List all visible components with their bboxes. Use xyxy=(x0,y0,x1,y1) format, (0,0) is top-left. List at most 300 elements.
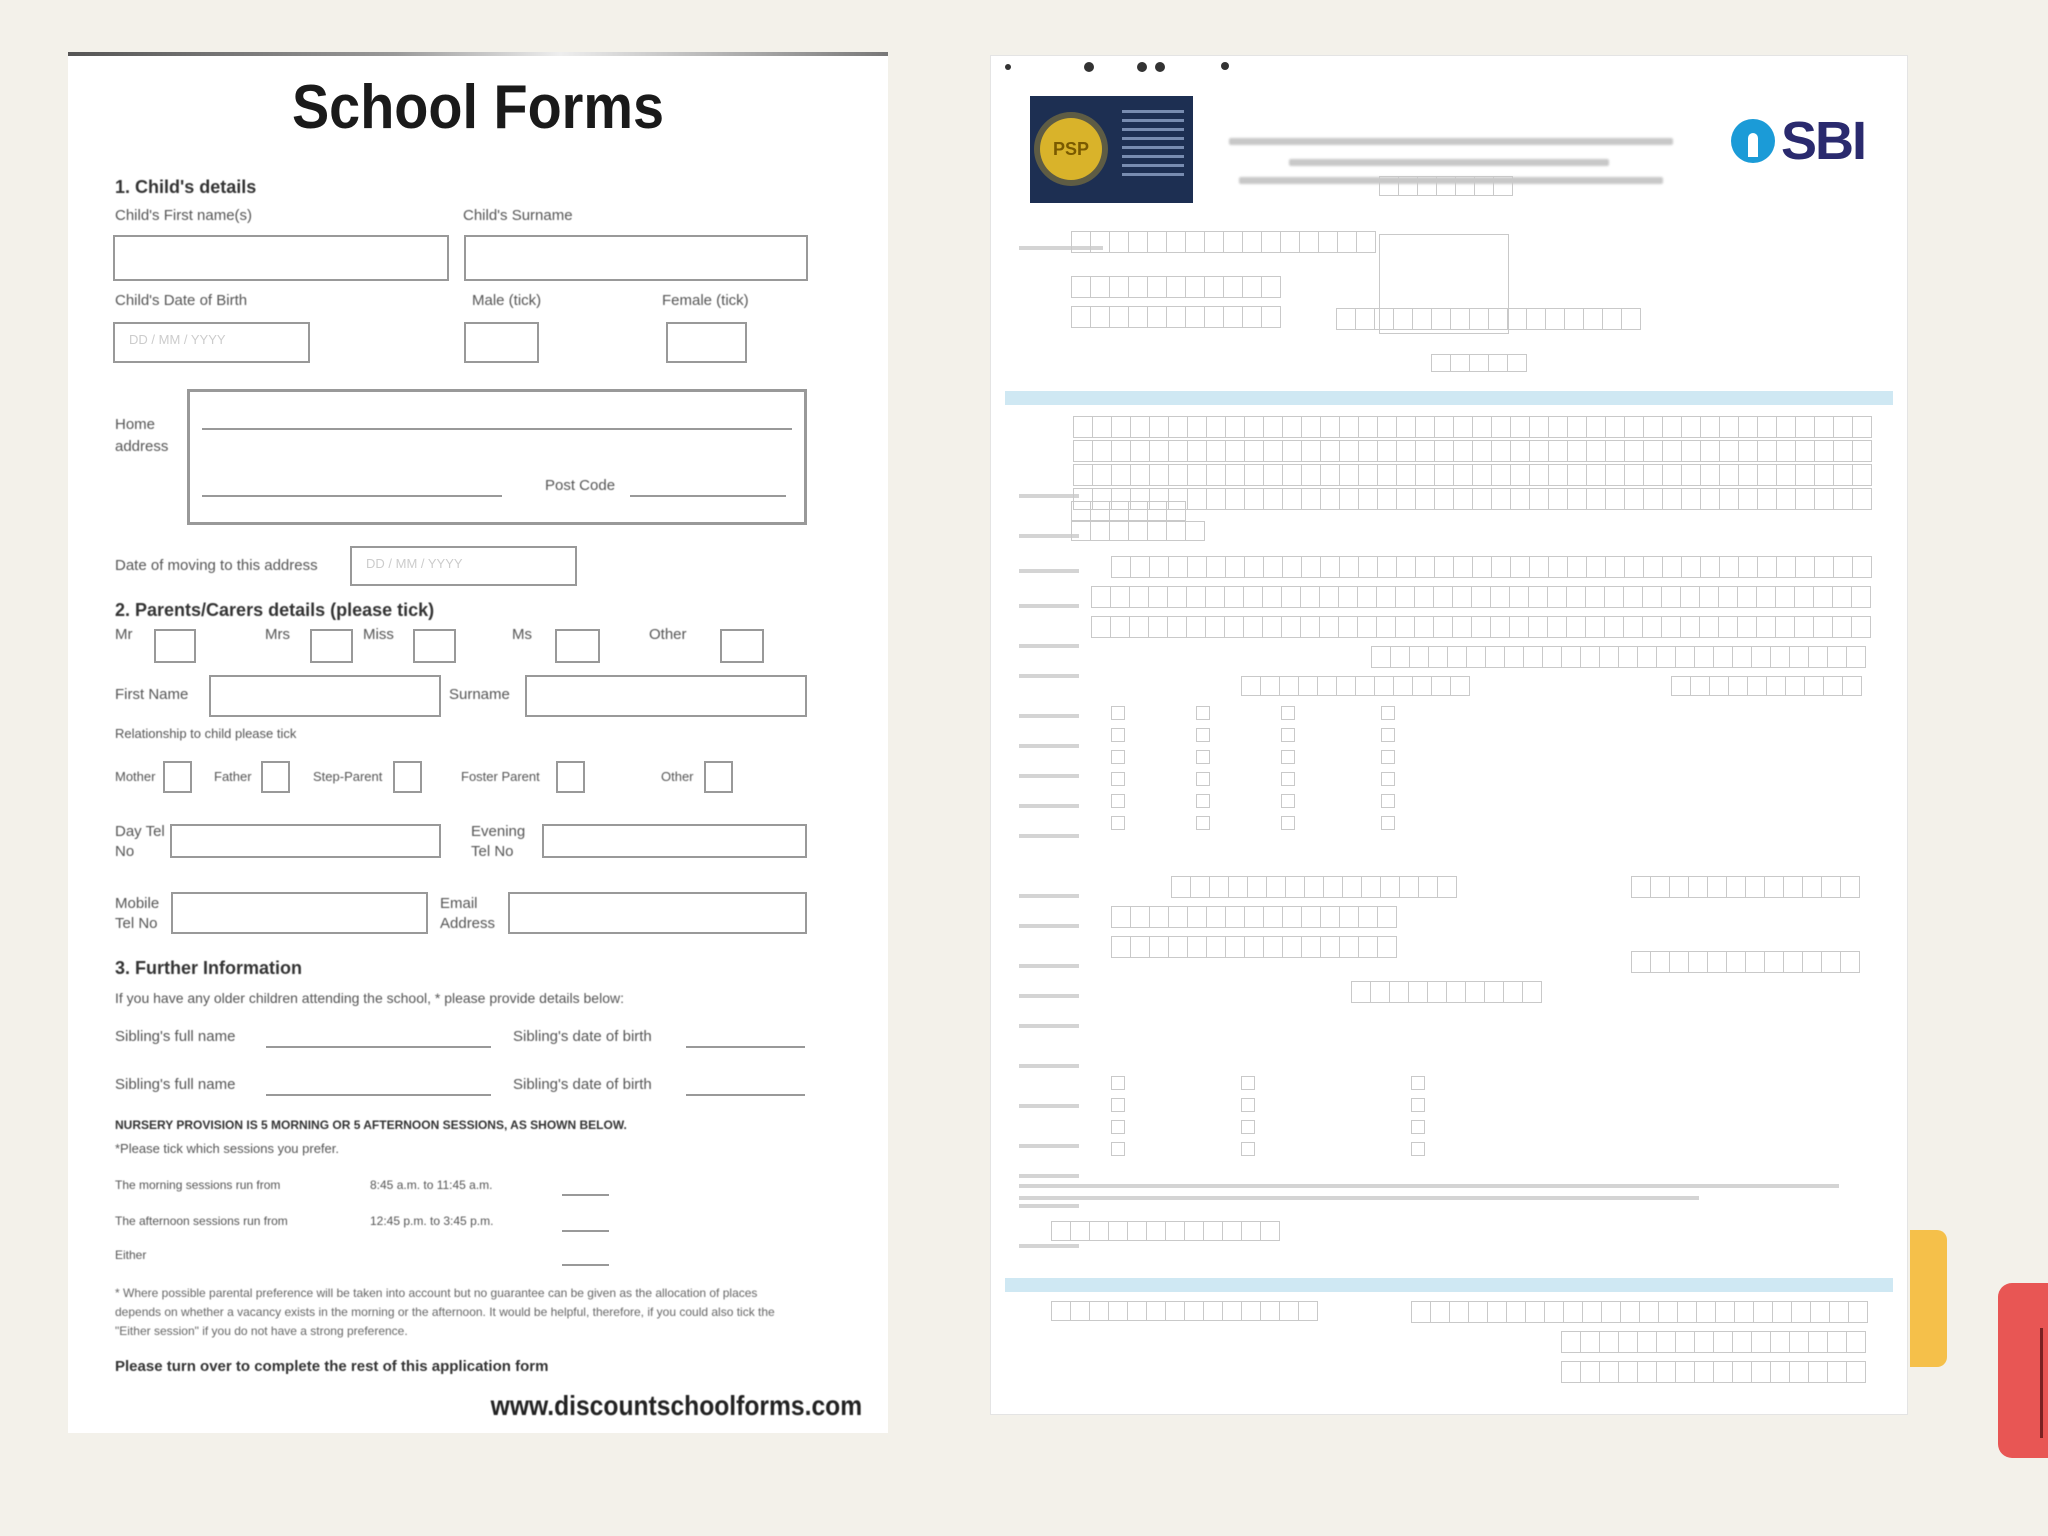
char-box[interactable] xyxy=(1833,440,1853,462)
char-box[interactable] xyxy=(1745,951,1765,973)
char-box[interactable] xyxy=(1319,616,1339,638)
char-box[interactable] xyxy=(1719,464,1739,486)
char-box[interactable] xyxy=(1320,488,1340,510)
char-box[interactable] xyxy=(1244,440,1264,462)
char-box[interactable] xyxy=(1547,586,1567,608)
char-box[interactable] xyxy=(1783,876,1803,898)
char-box[interactable] xyxy=(1374,308,1394,330)
char-box[interactable] xyxy=(1700,416,1720,438)
char-box[interactable] xyxy=(1186,586,1206,608)
char-box[interactable] xyxy=(1643,464,1663,486)
char-box[interactable] xyxy=(1241,676,1261,696)
char-box[interactable] xyxy=(1148,586,1168,608)
char-box[interactable] xyxy=(1358,488,1378,510)
char-box[interactable] xyxy=(1713,1361,1733,1383)
female-checkbox[interactable] xyxy=(666,322,747,363)
char-box[interactable] xyxy=(1656,1361,1676,1383)
char-box[interactable] xyxy=(1734,1301,1754,1323)
char-box[interactable] xyxy=(1301,464,1321,486)
title-mr-checkbox[interactable] xyxy=(154,629,196,663)
char-box[interactable] xyxy=(1675,1361,1695,1383)
char-box[interactable] xyxy=(1488,308,1508,330)
char-box[interactable] xyxy=(1620,1301,1640,1323)
checkbox[interactable] xyxy=(1196,728,1210,742)
char-box[interactable] xyxy=(1450,354,1470,372)
char-box[interactable] xyxy=(1266,876,1286,898)
char-box[interactable] xyxy=(1827,1361,1847,1383)
char-box[interactable] xyxy=(1415,440,1435,462)
char-box[interactable] xyxy=(1228,876,1248,898)
char-box[interactable] xyxy=(1111,464,1131,486)
char-box[interactable] xyxy=(1260,1301,1280,1321)
char-box[interactable] xyxy=(1279,1301,1299,1321)
char-box[interactable] xyxy=(1718,616,1738,638)
morning-session-tick[interactable] xyxy=(562,1194,609,1196)
checkbox[interactable] xyxy=(1411,1076,1425,1090)
char-box[interactable] xyxy=(1261,306,1281,328)
char-box[interactable] xyxy=(1146,1221,1166,1241)
char-box[interactable] xyxy=(1298,676,1318,696)
char-box[interactable] xyxy=(1225,936,1245,958)
char-box[interactable] xyxy=(1417,176,1437,196)
char-box[interactable] xyxy=(1675,646,1695,668)
char-box[interactable] xyxy=(1851,616,1871,638)
char-box[interactable] xyxy=(1707,951,1727,973)
char-box[interactable] xyxy=(1244,556,1264,578)
char-box[interactable] xyxy=(1604,586,1624,608)
char-box[interactable] xyxy=(1185,276,1205,298)
char-box[interactable] xyxy=(1580,1361,1600,1383)
checkbox[interactable] xyxy=(1111,772,1125,786)
char-box[interactable] xyxy=(1484,981,1504,1003)
char-box[interactable] xyxy=(1187,464,1207,486)
char-box[interactable] xyxy=(1299,231,1319,253)
char-box[interactable] xyxy=(1840,951,1860,973)
char-box[interactable] xyxy=(1808,1331,1828,1353)
char-box[interactable] xyxy=(1282,416,1302,438)
char-box[interactable] xyxy=(1146,1301,1166,1321)
char-box[interactable] xyxy=(1244,936,1264,958)
char-box[interactable] xyxy=(1339,936,1359,958)
char-box[interactable] xyxy=(1320,906,1340,928)
char-box[interactable] xyxy=(1447,646,1467,668)
char-box[interactable] xyxy=(1166,276,1186,298)
checkbox[interactable] xyxy=(1281,750,1295,764)
sibling-dob-line[interactable] xyxy=(686,1046,805,1048)
char-box[interactable] xyxy=(1567,488,1587,510)
char-box[interactable] xyxy=(1795,556,1815,578)
char-box[interactable] xyxy=(1092,416,1112,438)
checkbox[interactable] xyxy=(1111,1120,1125,1134)
char-box[interactable] xyxy=(1399,876,1419,898)
char-box[interactable] xyxy=(1130,440,1150,462)
title-other-checkbox[interactable] xyxy=(720,629,764,663)
char-box[interactable] xyxy=(1379,176,1399,196)
char-box[interactable] xyxy=(1776,556,1796,578)
char-box[interactable] xyxy=(1396,416,1416,438)
char-box[interactable] xyxy=(1472,556,1492,578)
char-box[interactable] xyxy=(1428,646,1448,668)
rel-other-checkbox[interactable] xyxy=(704,761,733,793)
char-box[interactable] xyxy=(1715,1301,1735,1323)
char-box[interactable] xyxy=(1488,354,1508,372)
char-box[interactable] xyxy=(1808,646,1828,668)
char-box[interactable] xyxy=(1414,616,1434,638)
char-box[interactable] xyxy=(1491,556,1511,578)
char-box[interactable] xyxy=(1263,488,1283,510)
char-box[interactable] xyxy=(1510,416,1530,438)
char-box[interactable] xyxy=(1109,231,1129,253)
char-box[interactable] xyxy=(1637,1331,1657,1353)
char-box[interactable] xyxy=(1846,646,1866,668)
char-box[interactable] xyxy=(1433,586,1453,608)
char-box[interactable] xyxy=(1561,646,1581,668)
checkbox[interactable] xyxy=(1111,706,1125,720)
char-box[interactable] xyxy=(1224,616,1244,638)
char-box[interactable] xyxy=(1732,1361,1752,1383)
char-box[interactable] xyxy=(1128,501,1148,521)
char-box[interactable] xyxy=(1813,616,1833,638)
char-box[interactable] xyxy=(1688,951,1708,973)
char-box[interactable] xyxy=(1051,1301,1071,1321)
char-box[interactable] xyxy=(1474,176,1494,196)
mobile-tel-field[interactable] xyxy=(171,892,428,934)
char-box[interactable] xyxy=(1776,464,1796,486)
char-box[interactable] xyxy=(1852,464,1872,486)
char-box[interactable] xyxy=(1751,646,1771,668)
char-box[interactable] xyxy=(1681,416,1701,438)
char-box[interactable] xyxy=(1662,464,1682,486)
char-box[interactable] xyxy=(1829,1301,1849,1323)
char-box[interactable] xyxy=(1206,936,1226,958)
char-box[interactable] xyxy=(1147,231,1167,253)
char-box[interactable] xyxy=(1453,464,1473,486)
char-box[interactable] xyxy=(1090,521,1110,541)
char-box[interactable] xyxy=(1507,354,1527,372)
char-box[interactable] xyxy=(1776,416,1796,438)
char-box[interactable] xyxy=(1681,556,1701,578)
char-box[interactable] xyxy=(1453,488,1473,510)
char-box[interactable] xyxy=(1542,646,1562,668)
char-box[interactable] xyxy=(1110,616,1130,638)
char-box[interactable] xyxy=(1396,488,1416,510)
home-address-field[interactable] xyxy=(187,389,807,525)
char-box[interactable] xyxy=(1852,556,1872,578)
char-box[interactable] xyxy=(1205,586,1225,608)
checkbox[interactable] xyxy=(1241,1076,1255,1090)
char-box[interactable] xyxy=(1491,464,1511,486)
char-box[interactable] xyxy=(1624,556,1644,578)
char-box[interactable] xyxy=(1827,1331,1847,1353)
char-box[interactable] xyxy=(1493,176,1513,196)
char-box[interactable] xyxy=(1789,1331,1809,1353)
char-box[interactable] xyxy=(1282,464,1302,486)
char-box[interactable] xyxy=(1564,308,1584,330)
char-box[interactable] xyxy=(1821,951,1841,973)
char-box[interactable] xyxy=(1168,416,1188,438)
char-box[interactable] xyxy=(1357,586,1377,608)
either-session-tick[interactable] xyxy=(562,1264,609,1266)
char-box[interactable] xyxy=(1490,616,1510,638)
char-box[interactable] xyxy=(1604,616,1624,638)
char-box[interactable] xyxy=(1605,464,1625,486)
checkbox[interactable] xyxy=(1411,1098,1425,1112)
char-box[interactable] xyxy=(1186,616,1206,638)
char-box[interactable] xyxy=(1185,521,1205,541)
char-box[interactable] xyxy=(1090,306,1110,328)
char-box[interactable] xyxy=(1408,981,1428,1003)
char-box[interactable] xyxy=(1317,676,1337,696)
afternoon-session-tick[interactable] xyxy=(562,1230,609,1232)
char-box[interactable] xyxy=(1377,556,1397,578)
char-box[interactable] xyxy=(1339,464,1359,486)
rel-step-parent-checkbox[interactable] xyxy=(393,761,422,793)
char-box[interactable] xyxy=(1110,586,1130,608)
char-box[interactable] xyxy=(1709,676,1729,696)
checkbox[interactable] xyxy=(1111,816,1125,830)
char-box[interactable] xyxy=(1510,464,1530,486)
char-box[interactable] xyxy=(1149,416,1169,438)
char-box[interactable] xyxy=(1070,1221,1090,1241)
char-box[interactable] xyxy=(1393,308,1413,330)
char-box[interactable] xyxy=(1814,556,1834,578)
char-box[interactable] xyxy=(1389,981,1409,1003)
char-box[interactable] xyxy=(1301,556,1321,578)
char-box[interactable] xyxy=(1377,488,1397,510)
char-box[interactable] xyxy=(1130,416,1150,438)
char-box[interactable] xyxy=(1452,586,1472,608)
char-box[interactable] xyxy=(1434,556,1454,578)
char-box[interactable] xyxy=(1851,586,1871,608)
char-box[interactable] xyxy=(1304,876,1324,898)
char-box[interactable] xyxy=(1772,1301,1792,1323)
char-box[interactable] xyxy=(1528,616,1548,638)
char-box[interactable] xyxy=(1472,440,1492,462)
char-box[interactable] xyxy=(1548,440,1568,462)
char-box[interactable] xyxy=(1732,646,1752,668)
title-ms-checkbox[interactable] xyxy=(555,629,600,663)
char-box[interactable] xyxy=(1753,1301,1773,1323)
day-tel-field[interactable] xyxy=(170,824,441,858)
char-box[interactable] xyxy=(1395,616,1415,638)
char-box[interactable] xyxy=(1661,616,1681,638)
char-box[interactable] xyxy=(1585,586,1605,608)
char-box[interactable] xyxy=(1356,231,1376,253)
char-box[interactable] xyxy=(1168,556,1188,578)
char-box[interactable] xyxy=(1242,306,1262,328)
char-box[interactable] xyxy=(1415,556,1435,578)
char-box[interactable] xyxy=(1109,521,1129,541)
char-box[interactable] xyxy=(1262,586,1282,608)
checkbox[interactable] xyxy=(1411,1120,1425,1134)
char-box[interactable] xyxy=(1109,276,1129,298)
char-box[interactable] xyxy=(1523,646,1543,668)
char-box[interactable] xyxy=(1091,586,1111,608)
checkbox[interactable] xyxy=(1196,816,1210,830)
char-box[interactable] xyxy=(1206,906,1226,928)
char-box[interactable] xyxy=(1726,876,1746,898)
char-box[interactable] xyxy=(1586,464,1606,486)
char-box[interactable] xyxy=(1111,556,1131,578)
char-box[interactable] xyxy=(1149,440,1169,462)
checkbox[interactable] xyxy=(1381,794,1395,808)
char-box[interactable] xyxy=(1631,951,1651,973)
char-box[interactable] xyxy=(1504,646,1524,668)
char-box[interactable] xyxy=(1187,906,1207,928)
char-box[interactable] xyxy=(1377,906,1397,928)
char-box[interactable] xyxy=(1658,1301,1678,1323)
char-box[interactable] xyxy=(1301,906,1321,928)
char-box[interactable] xyxy=(1128,276,1148,298)
char-box[interactable] xyxy=(1662,416,1682,438)
postcode-line[interactable] xyxy=(630,495,786,497)
char-box[interactable] xyxy=(1263,936,1283,958)
char-box[interactable] xyxy=(1529,440,1549,462)
char-box[interactable] xyxy=(1582,1301,1602,1323)
char-box[interactable] xyxy=(1775,616,1795,638)
char-box[interactable] xyxy=(1209,876,1229,898)
char-box[interactable] xyxy=(1650,876,1670,898)
char-box[interactable] xyxy=(1206,464,1226,486)
rel-foster-parent-checkbox[interactable] xyxy=(556,761,585,793)
checkbox[interactable] xyxy=(1111,750,1125,764)
char-box[interactable] xyxy=(1751,1361,1771,1383)
char-box[interactable] xyxy=(1301,416,1321,438)
char-box[interactable] xyxy=(1203,1221,1223,1241)
char-box[interactable] xyxy=(1318,231,1338,253)
char-box[interactable] xyxy=(1223,231,1243,253)
checkbox[interactable] xyxy=(1196,772,1210,786)
char-box[interactable] xyxy=(1814,464,1834,486)
char-box[interactable] xyxy=(1351,981,1371,1003)
char-box[interactable] xyxy=(1206,556,1226,578)
char-box[interactable] xyxy=(1561,1361,1581,1383)
char-box[interactable] xyxy=(1127,1301,1147,1321)
char-box[interactable] xyxy=(1794,586,1814,608)
child-first-name-field[interactable] xyxy=(113,235,449,281)
checkbox[interactable] xyxy=(1381,750,1395,764)
evening-tel-field[interactable] xyxy=(542,824,807,858)
char-box[interactable] xyxy=(1567,556,1587,578)
char-box[interactable] xyxy=(1437,876,1457,898)
char-box[interactable] xyxy=(1795,440,1815,462)
char-box[interactable] xyxy=(1414,586,1434,608)
char-box[interactable] xyxy=(1465,981,1485,1003)
char-box[interactable] xyxy=(1111,416,1131,438)
char-box[interactable] xyxy=(1757,416,1777,438)
char-box[interactable] xyxy=(1190,876,1210,898)
char-box[interactable] xyxy=(1699,586,1719,608)
parent-first-name-field[interactable] xyxy=(209,675,441,717)
char-box[interactable] xyxy=(1377,416,1397,438)
char-box[interactable] xyxy=(1700,440,1720,462)
char-box[interactable] xyxy=(1092,464,1112,486)
char-box[interactable] xyxy=(1585,616,1605,638)
char-box[interactable] xyxy=(1380,876,1400,898)
char-box[interactable] xyxy=(1358,556,1378,578)
char-box[interactable] xyxy=(1301,440,1321,462)
char-box[interactable] xyxy=(1089,1221,1109,1241)
char-box[interactable] xyxy=(1656,646,1676,668)
char-box[interactable] xyxy=(1244,906,1264,928)
char-box[interactable] xyxy=(1242,276,1262,298)
char-box[interactable] xyxy=(1548,556,1568,578)
char-box[interactable] xyxy=(1472,488,1492,510)
char-box[interactable] xyxy=(1466,646,1486,668)
char-box[interactable] xyxy=(1561,1331,1581,1353)
char-box[interactable] xyxy=(1757,464,1777,486)
char-box[interactable] xyxy=(1680,616,1700,638)
char-box[interactable] xyxy=(1109,501,1129,521)
char-box[interactable] xyxy=(1185,231,1205,253)
char-box[interactable] xyxy=(1605,440,1625,462)
char-box[interactable] xyxy=(1224,586,1244,608)
char-box[interactable] xyxy=(1073,440,1093,462)
char-box[interactable] xyxy=(1225,464,1245,486)
char-box[interactable] xyxy=(1339,488,1359,510)
char-box[interactable] xyxy=(1690,676,1710,696)
char-box[interactable] xyxy=(1337,231,1357,253)
char-box[interactable] xyxy=(1503,981,1523,1003)
char-box[interactable] xyxy=(1127,1221,1147,1241)
char-box[interactable] xyxy=(1128,521,1148,541)
char-box[interactable] xyxy=(1168,936,1188,958)
char-box[interactable] xyxy=(1738,488,1758,510)
char-box[interactable] xyxy=(1567,416,1587,438)
char-box[interactable] xyxy=(1522,981,1542,1003)
char-box[interactable] xyxy=(1128,306,1148,328)
char-box[interactable] xyxy=(1243,586,1263,608)
char-box[interactable] xyxy=(1301,936,1321,958)
char-box[interactable] xyxy=(1848,1301,1868,1323)
char-box[interactable] xyxy=(1090,276,1110,298)
char-box[interactable] xyxy=(1599,646,1619,668)
char-box[interactable] xyxy=(1073,464,1093,486)
char-box[interactable] xyxy=(1262,616,1282,638)
char-box[interactable] xyxy=(1374,676,1394,696)
rel-mother-checkbox[interactable] xyxy=(163,761,192,793)
char-box[interactable] xyxy=(1487,1301,1507,1323)
char-box[interactable] xyxy=(1802,951,1822,973)
char-box[interactable] xyxy=(1700,556,1720,578)
checkbox[interactable] xyxy=(1411,1142,1425,1156)
char-box[interactable] xyxy=(1184,1221,1204,1241)
char-box[interactable] xyxy=(1694,646,1714,668)
char-box[interactable] xyxy=(1719,556,1739,578)
char-box[interactable] xyxy=(1795,488,1815,510)
char-box[interactable] xyxy=(1529,464,1549,486)
char-box[interactable] xyxy=(1222,1301,1242,1321)
char-box[interactable] xyxy=(1300,616,1320,638)
char-box[interactable] xyxy=(1282,556,1302,578)
char-box[interactable] xyxy=(1319,586,1339,608)
char-box[interactable] xyxy=(1738,416,1758,438)
char-box[interactable] xyxy=(1111,440,1131,462)
char-box[interactable] xyxy=(1244,488,1264,510)
char-box[interactable] xyxy=(1370,981,1390,1003)
char-box[interactable] xyxy=(1732,1331,1752,1353)
char-box[interactable] xyxy=(1415,464,1435,486)
char-box[interactable] xyxy=(1090,231,1110,253)
char-box[interactable] xyxy=(1147,521,1167,541)
char-box[interactable] xyxy=(1770,1361,1790,1383)
char-box[interactable] xyxy=(1688,876,1708,898)
char-box[interactable] xyxy=(1802,876,1822,898)
char-box[interactable] xyxy=(1446,981,1466,1003)
char-box[interactable] xyxy=(1398,176,1418,196)
char-box[interactable] xyxy=(1605,416,1625,438)
checkbox[interactable] xyxy=(1381,816,1395,830)
